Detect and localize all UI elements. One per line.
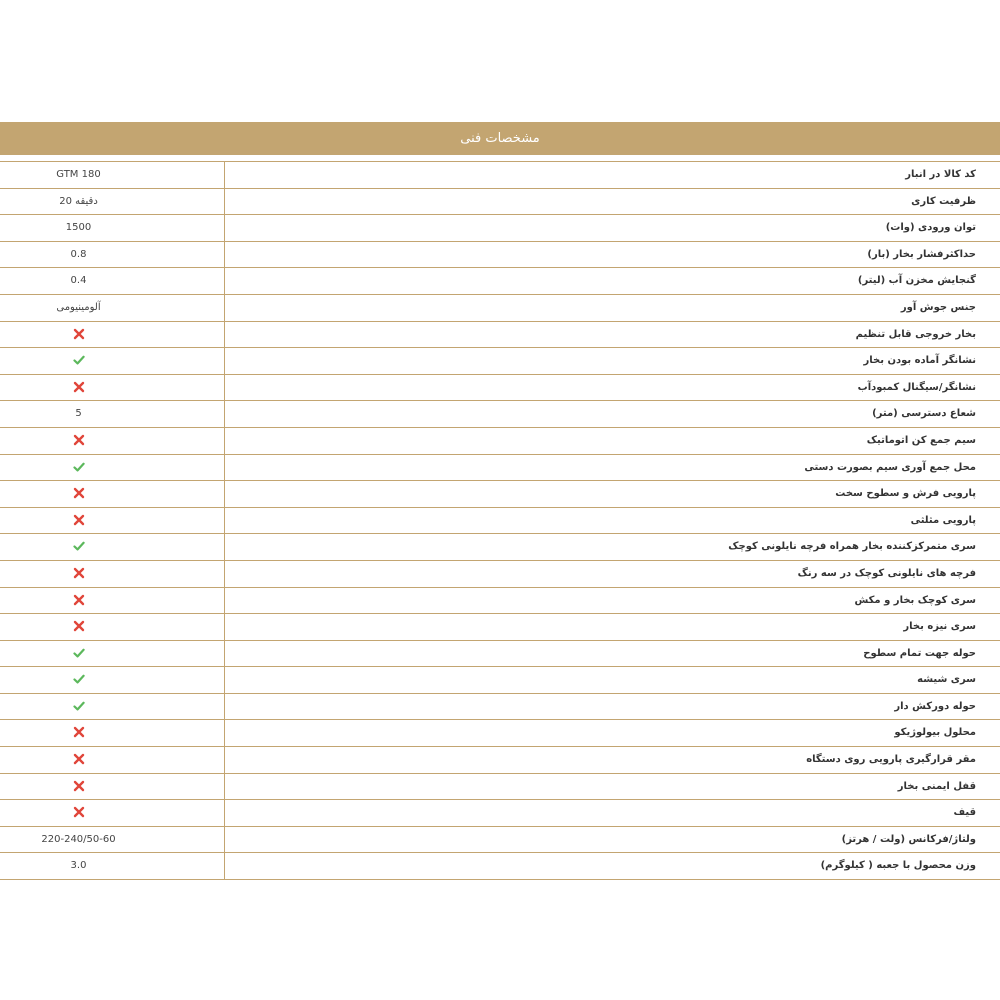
spec-value	[0, 774, 157, 800]
spec-value: GTM 180	[56, 169, 101, 180]
spec-label: نشانگر آماده بودن بخار	[863, 355, 976, 367]
table-row	[0, 481, 1000, 508]
check-icon	[73, 673, 85, 685]
table-row	[0, 641, 1000, 668]
spec-value	[0, 667, 157, 693]
spec-label: ولتاژ/فرکانس (ولت / هرتز)	[841, 833, 976, 845]
check-icon	[73, 540, 85, 552]
table-row	[0, 242, 1000, 269]
table-row	[0, 827, 1000, 854]
spec-label: حداکثرفشار بخار (بار)	[867, 248, 976, 260]
spec-label: سری نیزه بخار	[903, 621, 976, 633]
spec-value: 3.0	[70, 860, 87, 872]
spec-value	[0, 428, 157, 454]
spec-label: توان ورودی (وات)	[885, 222, 976, 234]
spec-value	[0, 694, 157, 720]
table-row	[0, 295, 1000, 322]
table-row	[0, 774, 1000, 801]
spec-label: جنس جوش آور	[900, 301, 976, 313]
table-row	[0, 268, 1000, 295]
table-row	[0, 800, 1000, 827]
spec-value	[0, 508, 157, 534]
spec-value: 20 دقیقه	[59, 195, 98, 207]
cross-icon	[73, 780, 85, 792]
spec-label: سری متمرکزکننده بخار همراه فرچه نایلونی کوچک	[728, 541, 976, 553]
spec-label: سری شیشه	[917, 674, 976, 686]
table-row	[0, 614, 1000, 641]
table-row	[0, 667, 1000, 694]
spec-value	[0, 641, 157, 667]
spec-label: محل جمع آوری سیم بصورت دستی	[804, 461, 976, 473]
spec-label: بخار خروجی قابل تنظیم	[855, 328, 976, 340]
cross-icon	[73, 806, 85, 818]
spec-label: قفل ایمنی بخار	[897, 780, 976, 792]
spec-label: سیم جمع کن اتوماتیک	[866, 434, 976, 446]
spec-value: 220-240/50-60	[41, 833, 116, 845]
spec-label: حوله جهت تمام سطوح	[863, 647, 976, 659]
spec-value: 0.4	[70, 275, 87, 287]
spec-label: وزن محصول با جعبه ( کیلوگرم)	[820, 860, 976, 872]
spec-label: کد کالا در انبار	[905, 169, 976, 180]
table-row	[0, 162, 1000, 189]
spec-label: قیف	[953, 807, 976, 819]
spec-value	[0, 534, 157, 560]
spec-value	[0, 588, 157, 614]
spec-label: محلول بیولوژیکو	[894, 727, 976, 739]
table-row	[0, 534, 1000, 561]
spec-value	[0, 348, 157, 374]
spec-table-title: مشخصات فنی	[0, 122, 1000, 155]
spec-value	[0, 614, 157, 640]
spec-label: پارویی فرش و سطوح سخت	[835, 488, 976, 500]
cross-icon	[73, 514, 85, 526]
table-row	[0, 455, 1000, 482]
check-icon	[73, 461, 85, 473]
spec-label: سری کوچک بخار و مکش	[854, 594, 976, 606]
cross-icon	[73, 567, 85, 579]
table-row	[0, 694, 1000, 721]
cross-icon	[73, 381, 85, 393]
check-icon	[73, 354, 85, 366]
table-row	[0, 720, 1000, 747]
check-icon	[73, 647, 85, 659]
spec-value	[0, 375, 157, 401]
cross-icon	[73, 434, 85, 446]
table-row	[0, 853, 1000, 880]
table-row	[0, 588, 1000, 615]
table-row	[0, 322, 1000, 349]
spec-label: شعاع دسترسی (متر)	[872, 408, 976, 420]
spec-label: حوله دورکش دار	[894, 700, 976, 712]
cross-icon	[73, 726, 85, 738]
spec-value: 5	[75, 408, 82, 420]
cross-icon	[73, 487, 85, 499]
spec-value	[0, 561, 157, 587]
table-row	[0, 561, 1000, 588]
spec-value	[0, 481, 157, 507]
spec-value: 0.8	[70, 248, 87, 260]
spec-value	[0, 720, 157, 746]
table-row	[0, 189, 1000, 216]
cross-icon	[73, 594, 85, 606]
spec-rows	[0, 161, 1000, 880]
spec-label: نشانگر/سیگنال کمبودآب	[857, 381, 976, 393]
spec-table	[0, 122, 1000, 880]
spec-value: آلومینیومی	[56, 301, 101, 313]
cross-icon	[73, 620, 85, 632]
cross-icon	[73, 328, 85, 340]
spec-label: گنجایش مخزن آب (لیتر)	[857, 275, 976, 287]
spec-label: فرچه های نایلونی کوچک در سه رنگ	[797, 567, 976, 579]
spec-value	[0, 455, 157, 481]
table-row	[0, 215, 1000, 242]
table-row	[0, 348, 1000, 375]
cross-icon	[73, 753, 85, 765]
table-row	[0, 747, 1000, 774]
table-row	[0, 428, 1000, 455]
table-row	[0, 508, 1000, 535]
spec-label: پارویی مثلثی	[910, 514, 976, 526]
spec-label: ظرفیت کاری	[911, 195, 976, 207]
table-row	[0, 375, 1000, 402]
spec-value	[0, 747, 157, 773]
spec-value: 1500	[65, 222, 92, 234]
table-row	[0, 401, 1000, 428]
spec-value	[0, 800, 157, 826]
spec-label: مقر قرارگیری پارویی روی دستگاه	[806, 754, 976, 766]
spec-value	[0, 322, 157, 348]
check-icon	[73, 700, 85, 712]
